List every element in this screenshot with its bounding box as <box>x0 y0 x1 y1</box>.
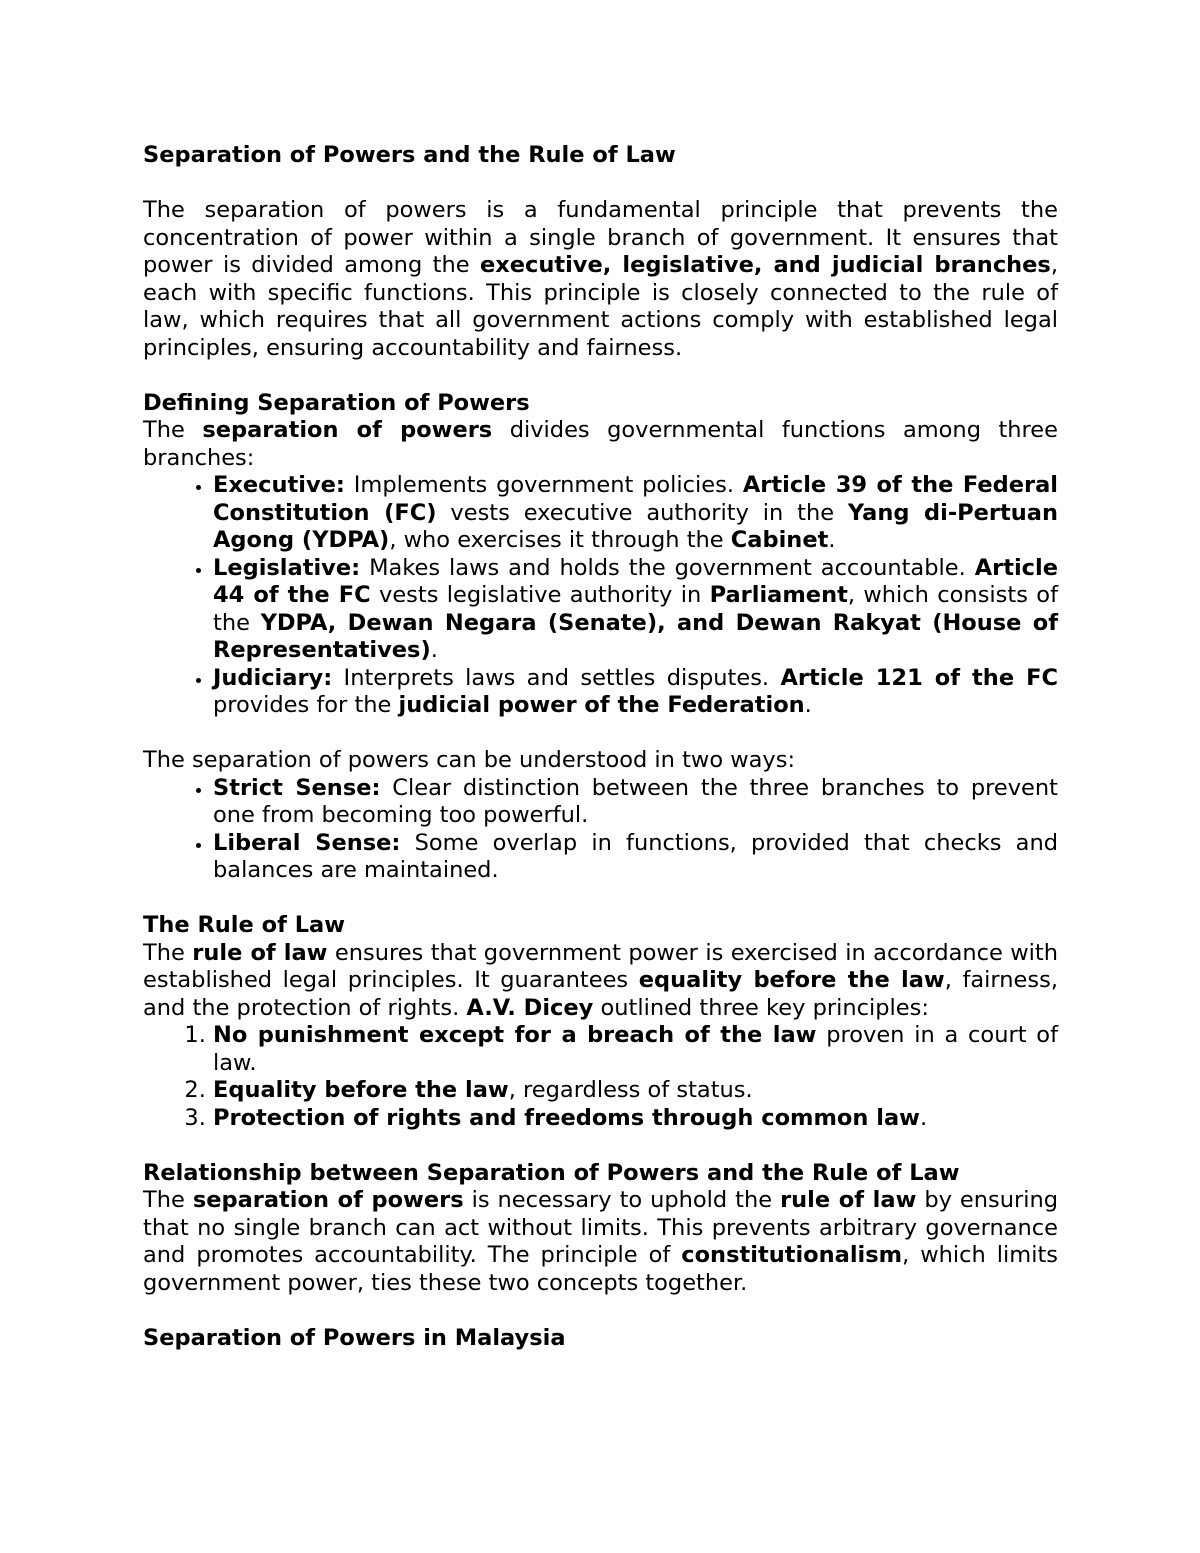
document-page <box>143 142 1058 1352</box>
list-item-executive <box>213 472 1058 555</box>
text-run: Implements government policies. <box>344 472 743 498</box>
bold-text: No punishment except for a breach of the law <box>213 1022 817 1048</box>
rule-of-law-paragraph <box>143 940 1058 1023</box>
bold-text: executive, legislative, and judicial branches <box>479 252 1051 278</box>
list-item-judiciary <box>213 665 1058 720</box>
text-run: Some overlap in functions, provided that checks and balances are maintained. <box>213 829 1058 883</box>
section-heading-rule-of-law: The Rule of Law <box>143 912 345 938</box>
bold-text: Judiciary: <box>213 664 333 691</box>
spacer <box>143 170 1058 198</box>
text-run: , regardless of status. <box>508 1077 753 1103</box>
spacer <box>143 720 1058 748</box>
text-run: Clear distinction between the three branches to prevent one from becoming too powerful. <box>213 774 1058 828</box>
bold-text: Protection of rights and freedoms through common law <box>213 1104 920 1131</box>
text-run: The <box>143 939 193 966</box>
text-run: , which limits government power, ties these two concepts together. <box>143 1242 1058 1296</box>
text-run: Interprets laws and settles disputes. <box>332 664 781 691</box>
bold-text: Executive: <box>213 472 345 498</box>
section-heading-malaysia: Separation of Powers in Malaysia <box>143 1324 566 1351</box>
list-item-liberal-sense <box>213 830 1058 885</box>
text-run: The separation of powers is a fundamental principle that prevents the concentration of power within a single branch of government. It ensures that power is divided among the <box>143 197 1058 278</box>
text-run: vests executive authority in the <box>436 499 848 526</box>
list-item-principle-1 <box>213 1022 1058 1077</box>
text-run: outlined three key principles: <box>593 994 929 1021</box>
spacer <box>143 1297 1058 1325</box>
bold-text: Parliament <box>709 582 848 608</box>
list-item-principle-3 <box>213 1105 1058 1133</box>
text-run: , each with specific functions. This principle is closely connected to the rule of law, which requires that all government actions comply with established legal principles, ensuring accountability and fairness. <box>143 252 1058 361</box>
text-run: , fairness, and the protection of rights. <box>143 967 1058 1021</box>
section-heading-relationship: Relationship between Separation of Powers and the Rule of Law <box>143 1159 960 1186</box>
bold-text: Yang di-Pertuan Agong (YDPA) <box>213 499 1058 553</box>
bold-text: Article 39 of the Federal Constitution (FC) <box>213 472 1058 526</box>
text-run: by ensuring that no single branch can act without limits. This prevents arbitrary governance and promotes accountability. The principle of <box>143 1187 1058 1268</box>
bold-text: equality before the law <box>638 967 945 993</box>
bold-text: separation of powers <box>192 1187 464 1213</box>
bold-text: Strict Sense: <box>213 774 381 801</box>
spacer <box>143 362 1058 390</box>
bold-text: constitutionalism <box>681 1242 903 1268</box>
text-run: , who exercises it through the <box>389 527 731 553</box>
text-run: provides for the <box>213 692 399 718</box>
intro-paragraph <box>143 197 1058 362</box>
spacer <box>143 1132 1058 1160</box>
bold-text: Article 121 of the FC <box>780 664 1058 691</box>
spacer <box>143 885 1058 913</box>
text-run: . <box>828 527 836 553</box>
bold-text: rule of law <box>192 939 328 966</box>
text-run: . <box>804 692 812 718</box>
bold-text: separation of powers <box>202 417 493 443</box>
senses-list <box>143 775 1058 885</box>
bold-text: judicial power of the Federation <box>398 692 805 718</box>
text-run: is necessary to uphold the <box>463 1187 781 1213</box>
bold-text: YDPA, Dewan Negara (Senate), and Dewan Rakyat (House of Representatives) <box>213 609 1058 663</box>
document-title: Separation of Powers and the Rule of Law <box>143 142 676 168</box>
list-item-strict-sense <box>213 775 1058 830</box>
bold-text: A.V. Dicey <box>466 994 594 1021</box>
text-run: divides governmental functions among three branches: <box>143 417 1058 471</box>
two-ways-paragraph: The separation of powers can be understood in two ways: <box>143 747 796 773</box>
text-run: ensures that government power is exercised in accordance with established legal principles. It guarantees <box>143 939 1059 993</box>
text-run: The <box>143 1187 193 1213</box>
text-run: Makes laws and holds the government accountable. <box>360 554 975 581</box>
bold-text: rule of law <box>780 1187 917 1213</box>
list-item-principle-2 <box>213 1077 1058 1105</box>
bold-text: Legislative: <box>213 554 361 581</box>
bold-text: Equality before the law <box>213 1077 509 1103</box>
section-heading-defining: Defining Separation of Powers <box>143 389 530 416</box>
defining-paragraph <box>143 417 1058 472</box>
text-run: proven in a court of law. <box>213 1022 1058 1076</box>
bold-text: Article 44 of the FC <box>213 554 1058 608</box>
text-run: . <box>430 637 438 663</box>
relationship-paragraph <box>143 1187 1058 1297</box>
text-run: vests legislative authority in <box>370 582 710 608</box>
list-item-legislative <box>213 555 1058 665</box>
text-run: The <box>143 417 203 443</box>
text-run: , which consists of the <box>213 582 1058 636</box>
branches-list <box>143 472 1058 720</box>
dicey-principles-list <box>143 1022 1058 1132</box>
bold-text: Cabinet <box>730 527 829 553</box>
bold-text: Liberal Sense: <box>213 829 401 856</box>
text-run: . <box>919 1104 928 1131</box>
